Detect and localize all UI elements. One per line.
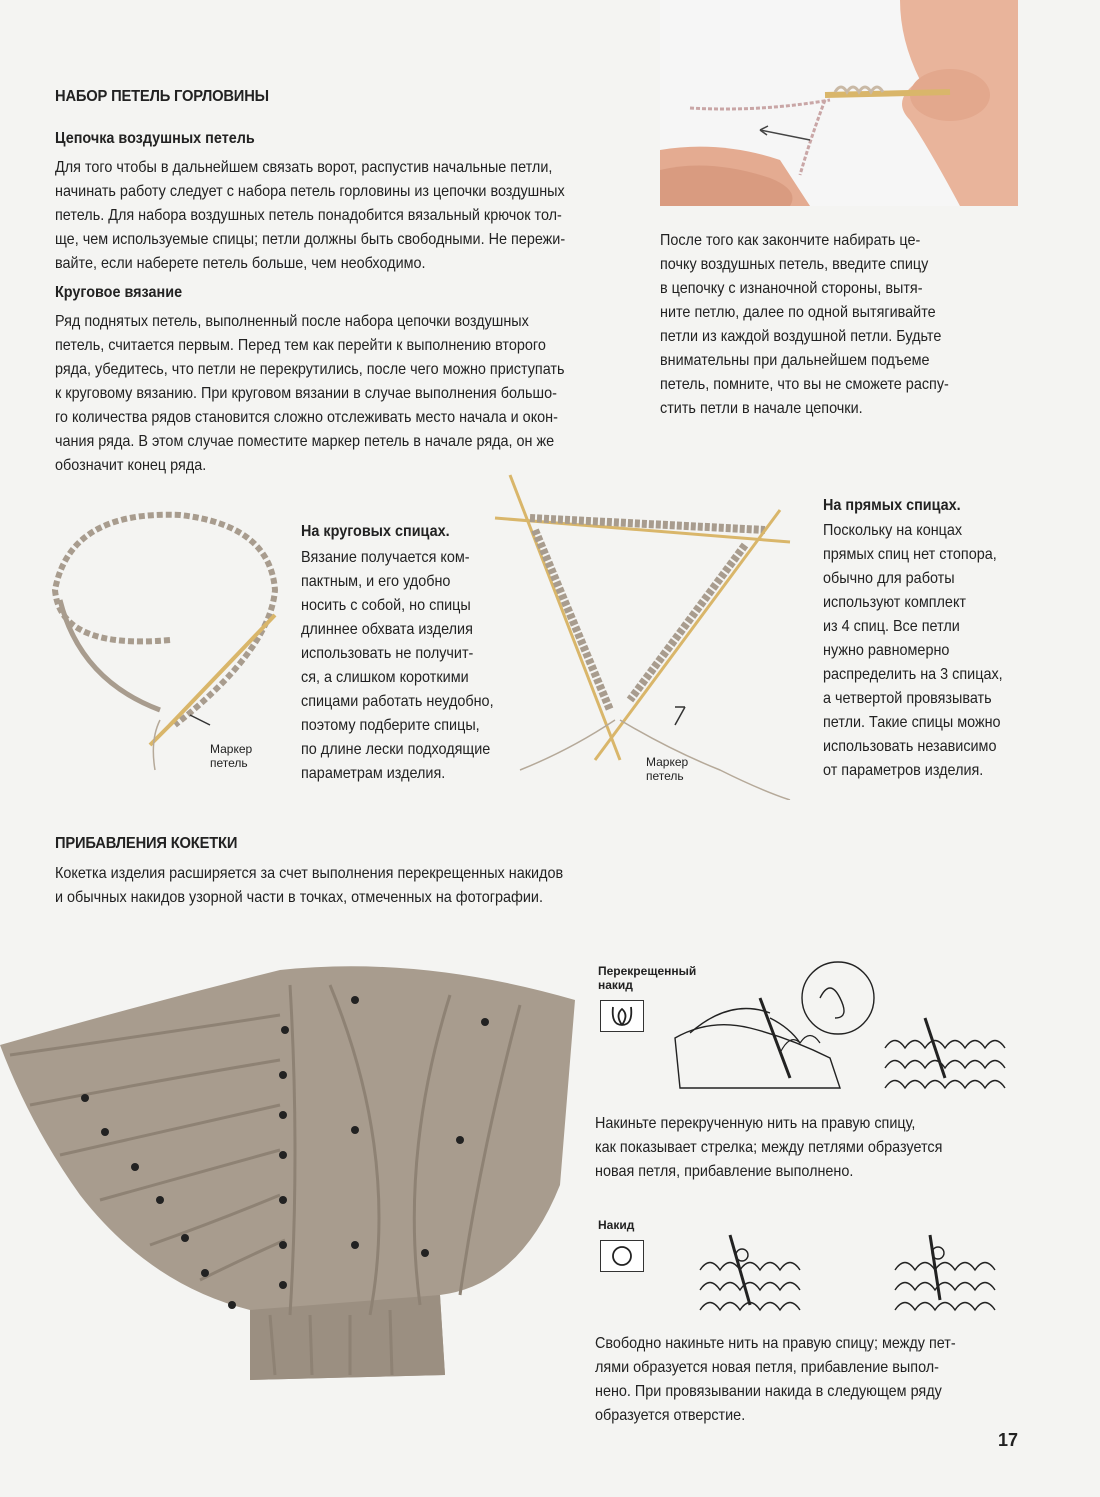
yarnover-diagram: [690, 1225, 1030, 1320]
section-title-yoke: ПРИБАВЛЕНИЯ КОКЕТКИ: [55, 835, 238, 852]
straight-needles-text: Поскольку на концах прямых спиц нет стопора, обычно для работы используют комплект из 4 спиц. Все петли нужно равномерно распределить на 3 спицах, а четвертой провязывать петли. Такие спицы можно использовать независимо от параметров изделия.: [823, 522, 1003, 779]
crossed-yarnover-symbol: [600, 1000, 644, 1032]
crossed-yarnover-text: Накиньте перекрученную нить на правую спицу, как показывает стрелка; между петлями образуется новая петля, прибавление выполнено.: [595, 1115, 943, 1180]
subtitle-circular: Круговое вязание: [55, 284, 183, 301]
yarnover-symbol: [600, 1240, 644, 1272]
photo-caption: После того как закончите набирать це- почку воздушных петель, введите спицу в цепочку с изнаночной стороны, вытя- ните петлю, далее по одной вытягивайте петли из каждой воздушной петли. Будьте внимательны при дальнейшем подъеме петель, помните, что вы не сможете распу- стить петли в начале цепочки.: [660, 232, 949, 417]
hands-illustration: [660, 0, 1018, 206]
paragraph-yoke: Кокетка изделия расширяется за счет выполнения перекрещенных накидов и обычных накидов узорной части в точках, отмеченных на фотографии.: [55, 865, 564, 906]
marker-label-straight: Маркер петель: [646, 755, 689, 783]
crossed-yarnover-label: Перекрещенный накид: [598, 964, 697, 992]
straight-needles-illustration: [490, 470, 820, 800]
circular-needles-illustration: [40, 500, 300, 780]
page-number: 17: [998, 1430, 1019, 1450]
yarnover-text: Свободно накиньте нить на правую спицу; между пет- лями образуется новая петля, прибавление выпол- нено. При провязывании накида в следующем ряду образуется отверстие.: [595, 1335, 956, 1424]
circle-icon: [601, 1241, 643, 1271]
hands-photo: [660, 0, 1018, 206]
straight-needles-title: На прямых спицах.: [823, 497, 961, 514]
circular-needles-title: На круговых спицах.: [301, 523, 450, 540]
marker-label-circular: Маркер петель: [210, 742, 253, 770]
paragraph-chain: Для того чтобы в дальнейшем связать ворот, распустив начальные петли, начинать работу следует с набора петель горловины из цепочки воздушных петель. Для набора воздушных петель понадобится вязальный крючок тол- ще, чем используемые спицы; петли должны быть свободными. Не пережи- вайте, если наберете петель больше, чем необходимо.: [55, 159, 566, 272]
subtitle-chain: Цепочка воздушных петель: [55, 130, 255, 147]
crossed-yarnover-diagram: [670, 958, 1010, 1098]
knitted-yoke-photo: [0, 955, 590, 1445]
paragraph-circular: Ряд поднятых петель, выполненный после набора цепочки воздушных петель, считается первым. Перед тем как перейти к выполнению второго ряда, убедитесь, что петли не перекрутились, после чего можно приступать к круговому вязанию. При круговом вязании в случае выполнения большо- го количества рядов становится сложно отслеживать место начала и окон- чания ряда. В этом случае поместите маркер петель в начале ряда, он же обозначит конец ряда.: [55, 313, 565, 474]
crossed-loop-icon: [601, 1001, 643, 1031]
section-title-neckline: НАБОР ПЕТЕЛЬ ГОРЛОВИНЫ: [55, 88, 269, 105]
yarnover-label: Накид: [598, 1218, 635, 1232]
circular-needles-text: Вязание получается ком- пактным, и его удобно носить с собой, но спицы длиннее обхвата изделия использовать не получит- ся, а слишком короткими спицами работать неудобно, поэтому подберите спицы, по длине лески подходящие параметрам изделия.: [301, 549, 494, 782]
